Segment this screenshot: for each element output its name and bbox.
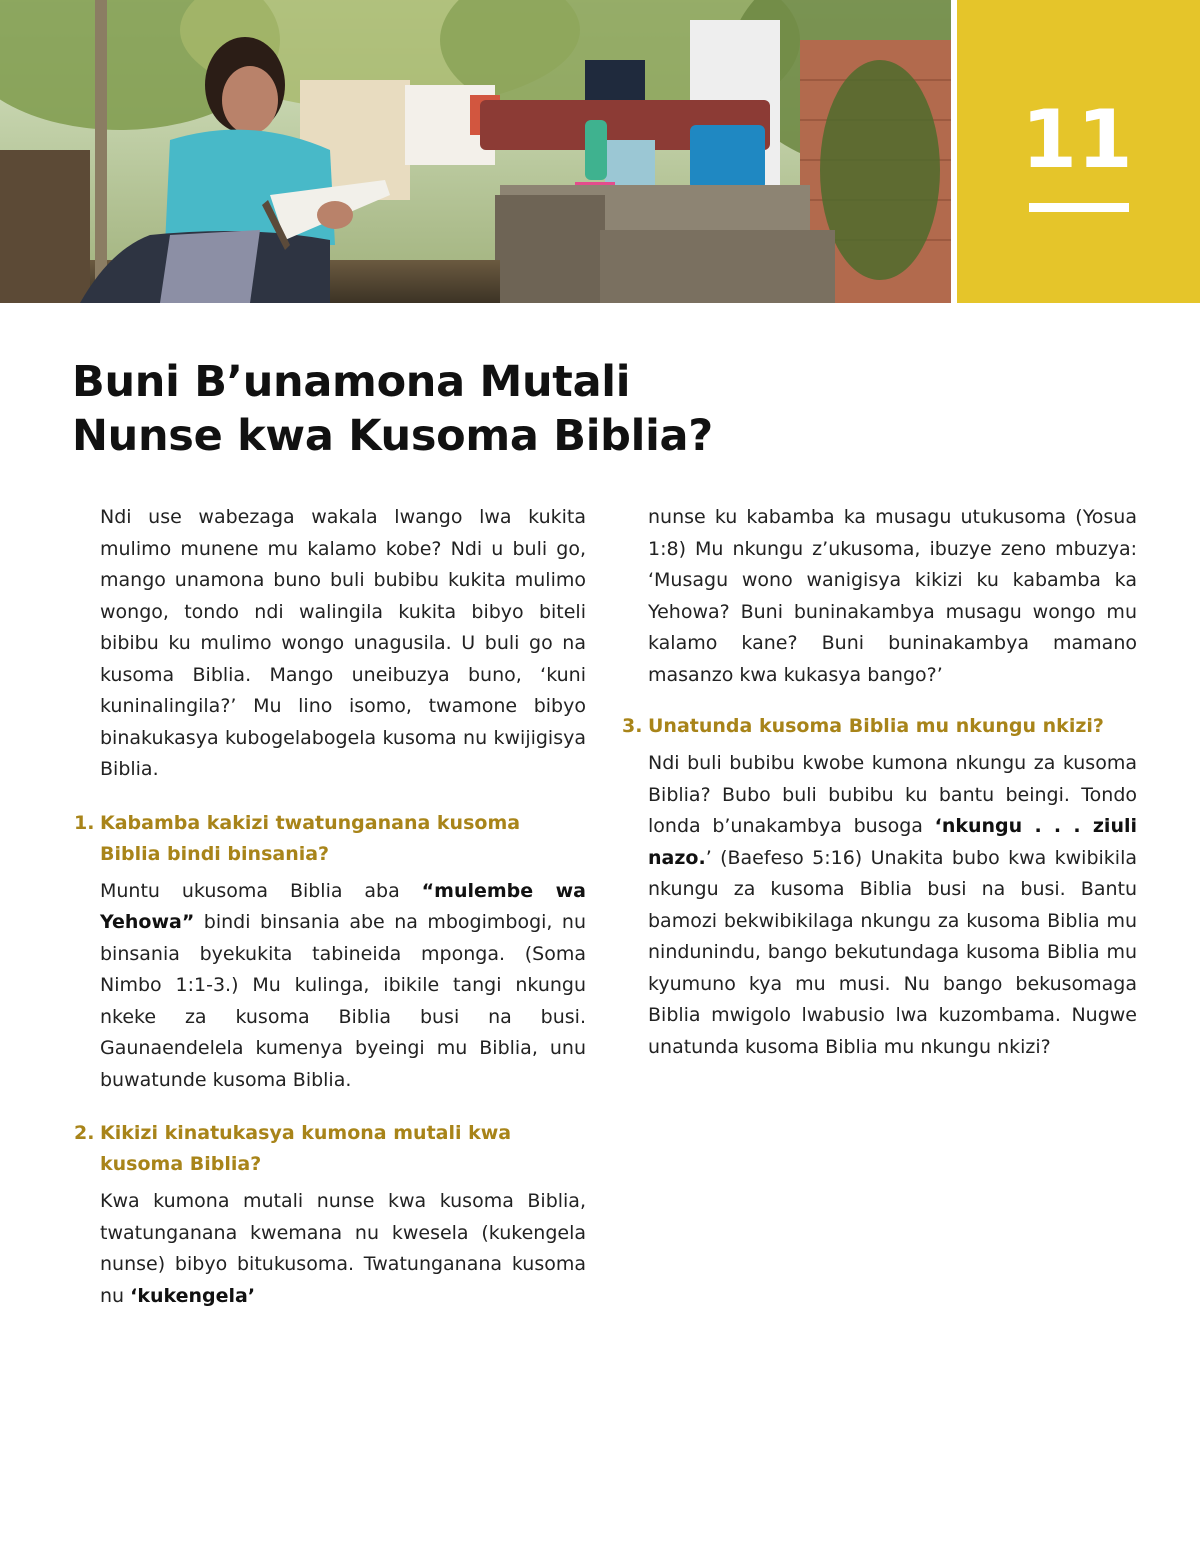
lesson-number-underline: [1029, 203, 1129, 212]
section-1-text-bold: “mulembe wa Yehowa”: [100, 879, 586, 933]
section-1-paragraph: [74, 876, 586, 1097]
lesson-number-block: [957, 0, 1200, 303]
section-2-text-a: Kwa kumona mutali nunse kwa kusoma Biblia, twatunganana kwemana nu kwesela (kukengela nunse) bibyo bitukusoma. Twatunganana kusoma nu: [100, 1190, 586, 1307]
section-2-number: 2.: [74, 1122, 95, 1144]
section-3-heading-text: Unatunda kusoma Biblia mu nkungu nkizi?: [648, 715, 1104, 737]
section-1-heading: [74, 808, 586, 870]
section-1-heading-text: Kabamba kakizi twatunganana kusoma Biblia bindi binsania?: [100, 811, 521, 865]
section-2-paragraph: [74, 1186, 586, 1312]
section-3-text-bold: ‘nkungu . . . ziuli nazo.: [648, 815, 1137, 869]
section-1-text-a: Muntu ukusoma Biblia aba: [100, 879, 422, 902]
section-3-paragraph: [622, 748, 1137, 1063]
section-2-heading-text: Kikizi kinatukasya kumona mutali kwa kusoma Biblia?: [100, 1122, 512, 1175]
page-title: [72, 355, 832, 463]
page-title-line1: Buni B’unamona Mutali: [72, 357, 631, 407]
section-3-number: 3.: [622, 715, 643, 737]
lesson-number: 11: [1021, 93, 1133, 186]
section-2-paragraph-continued: nunse ku kabamba ka musagu utukusoma (Yosua 1:8) Mu nkungu z’ukusoma, ibuzye zeno mbuzya: ‘Musagu wono wanigisya kikizi ku kabamba ka Yehowa? Buni buninakambya musagu wongo mu kalamo kane? Buni buninakambya mamano masanzo kwa kukasya bango?’: [648, 506, 1137, 686]
right-column: [622, 502, 1137, 1063]
section-1-text-b: bindi binsania abe na mbogimbogi, nu binsania byekukita tabineida mponga. (Soma Nimbo 1:1-3.) Mu kulinga, ibikile tangi nkungu nkeke za kusoma Biblia busi na busi. Gaunaendelela kumenya byeingi mu Biblia, unu buwatunde kusoma Biblia.: [100, 911, 586, 1091]
section-3-text-a: Ndi buli bubibu kwobe kumona nkungu za kusoma Biblia? Bubo buli bubibu ku bantu beingi. Tondo londa b’unakambya busoga: [648, 752, 1137, 837]
intro-paragraph: Ndi use wabezaga wakala lwango lwa kukita mulimo munene mu kalamo kobe? Ndi u buli go, mango unamona buno buli bubibu kukita mulimo wongo, tondo ndi walingila kukita bibyo biteli bibibu ku mulimo wongo unagusila. U buli go na kusoma Biblia. Mango uneibuzya buno, ‘kuni kuninalingila?’ Mu lino isomo, twamone bibyo binakukasya kubogelabogela kusoma nu kwijigisya Biblia.: [100, 506, 586, 780]
header-photo: [0, 0, 951, 303]
page-title-line2: Nunse kwa Kusoma Biblia?: [72, 411, 713, 461]
section-1-number: 1.: [74, 811, 95, 834]
section-3-text-b: ’ (Baefeso 5:16) Unakita bubo kwa kwibikila nkungu za kusoma Biblia busi na busi. Bantu bamozi bekwibikilaga nkungu za kusoma Biblia mu nindunindu, bango bekutundaga kusoma Biblia mu kyumuno kya mu musi. Nu bango bekusomaga Biblia mwigolo lwabusio lwa kuzombama. Nugwe unatunda kusoma Biblia mu nkungu nkizi?: [648, 846, 1137, 1058]
section-3-heading: [622, 711, 1137, 742]
section-2-heading: [74, 1118, 586, 1180]
woman-reading-bible-photo: [0, 0, 951, 303]
left-column: [74, 502, 586, 1312]
section-2-text-bold: ‘kukengela’: [130, 1284, 256, 1307]
